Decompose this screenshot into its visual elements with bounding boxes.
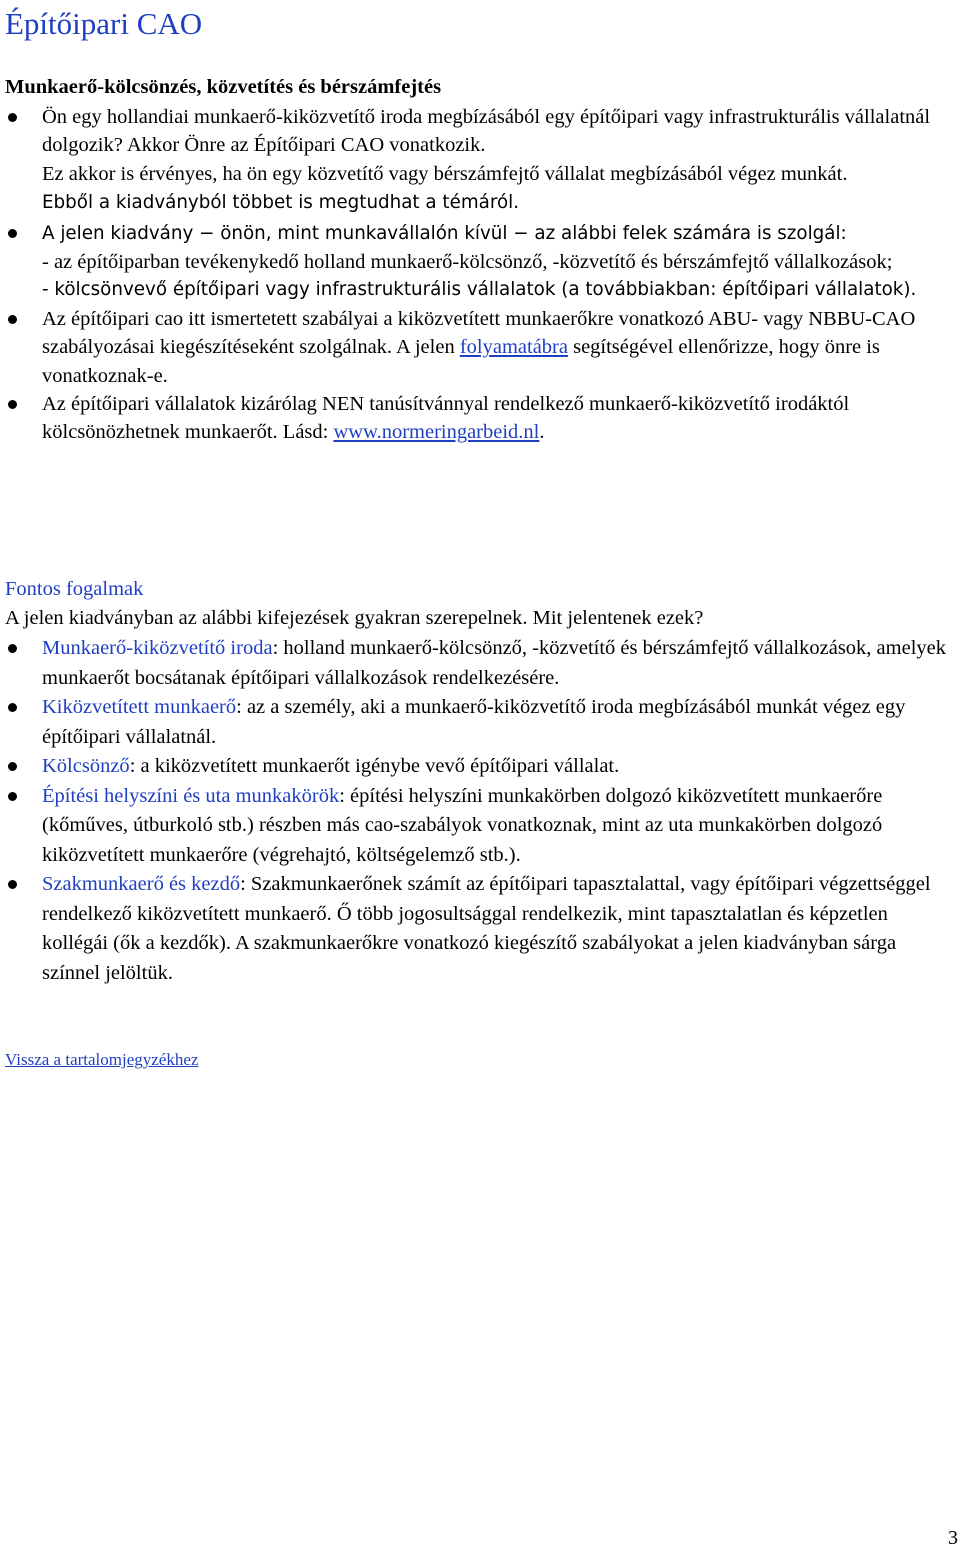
- bullet-icon: [8, 400, 17, 409]
- bullet-icon: [8, 229, 17, 238]
- term-label: Kiközvetített munkaerő: [42, 696, 237, 718]
- list-item: [0, 219, 955, 305]
- bullet-text: Az építőipari cao itt ismertetett szabályai a kiközvetített munkaerőkre vonatkozó ABU- vagy NBBU-CAO szabályozásai kiegészítéseként szolgálnak. A jelen: [42, 307, 916, 359]
- term-label: Építési helyszíni és uta munkakörök: [42, 784, 340, 807]
- bullet-text: Az építőipari vállalatok kizárólag NEN tanúsítvánnyal rendelkező munkaerő-kiközvetítő irodáktól kölcsönözhetnek munkaerőt. Lásd:: [42, 393, 850, 444]
- list-item: [0, 752, 955, 782]
- term-label: Kölcsönző: [42, 755, 130, 777]
- list-item: [0, 103, 955, 218]
- term-definition: : az a személy, aki a munkaerő-kiközvetítő iroda megbízásából munkát végez egy építőipari vállalatnál.: [42, 696, 906, 748]
- list-item: [0, 870, 955, 988]
- term-definition: : Szakmunkaerőnek számít az építőipari tapasztalattal, vagy építőipari végzettséggel rendelkező kiközvetített munkaerő. Ő több jogosultsággal rendelkezik, mint tapasztalatlan és képzetlen kollégái (ők a kezdők). A szakmunkaerőkre vonatkozó kiegészítő szabályokat a jelen kiadványban sárga színnel jelöltük.: [42, 873, 931, 984]
- list-item: [0, 634, 955, 693]
- bullet-icon: [8, 113, 17, 122]
- bullet-text: .: [539, 421, 545, 444]
- back-to-contents-link[interactable]: Vissza a tartalomjegyzékhez: [5, 1050, 199, 1069]
- normeringarbeid-link[interactable]: www.normeringarbeid.nl: [333, 421, 540, 444]
- terms-bullet-list: [0, 634, 955, 988]
- term-definition: : építési helyszíni munkakörben dolgozó kiközvetített munkaerőre (kőműves, útburkoló stb.) részben más cao-szabályok vonatkoznak, mint az uta munkakörben dolgozó kiközvetített munkaerőre (végrehajtó, költségelemző stb.).: [42, 784, 883, 866]
- bullet-text: Ebből a kiadványból többet is megtudhat a témáról.: [42, 192, 520, 214]
- bullet-icon: [8, 792, 17, 801]
- bullet-text: Ön egy hollandiai munkaerő-kiközvetítő iroda megbízásából egy építőipari vagy infrastrukturális vállalatnál dolgozik? Akkor Önre az Építőipari CAO vonatkozik.: [42, 106, 931, 157]
- term-label: Szakmunkaerő és kezdő: [42, 873, 241, 895]
- bullet-icon: [8, 762, 17, 771]
- list-item: [0, 305, 955, 390]
- bullet-icon: [8, 644, 17, 653]
- bullet-icon: [8, 880, 17, 889]
- flowchart-link[interactable]: folyamatábra: [459, 336, 568, 359]
- section-heading-fogalmak: Fontos fogalmak: [5, 578, 144, 600]
- term-definition: : holland munkaerő-kölcsönző, -közvetítő és bérszámfejtő vállalkozások, amelyek munkaerőt bocsátanak építőipari vállalkozások rendelkezésére.: [42, 637, 946, 689]
- list-item: [0, 693, 955, 752]
- term-definition: : a kiközvetített munkaerőt igénybe vevő építőipari vállalat.: [129, 755, 620, 777]
- list-item: [0, 782, 955, 871]
- section-heading-munkaero: Munkaerő-kölcsönzés, közvetítés és bérszámfejtés: [5, 76, 442, 98]
- bullet-icon: [8, 703, 17, 712]
- bullet-text: segítségével ellenőrizze, hogy önre is vonatkoznak-e.: [42, 336, 880, 387]
- bullet-text: Ez akkor is érvényes, ha ön egy közvetítő vagy bérszámfejtő vállalat megbízásából végez munkát.: [42, 162, 848, 185]
- list-item: [0, 390, 955, 447]
- page-title: Építőipari CAO: [5, 6, 203, 41]
- sub-item: - kölcsönvevő építőipari vagy infrastrukturális vállalatok (a továbbiakban: építőipari vállalatok).: [42, 279, 917, 301]
- bullet-icon: [8, 315, 17, 324]
- bullet-text: A jelen kiadvány − önön, mint munkavállalón kívül − az alábbi felek számára is szolgál:: [42, 222, 847, 244]
- section-intro: A jelen kiadványban az alábbi kifejezések gyakran szerepelnek. Mit jelentenek ezek?: [5, 607, 704, 629]
- intro-bullet-list: [0, 103, 955, 447]
- page-number: 3: [948, 1527, 958, 1549]
- sub-item: - az építőiparban tevékenykedő holland munkaerő-kölcsönző, -közvetítő és bérszámfejtő vállalkozások;: [42, 251, 893, 274]
- term-label: Munkaerő-kiközvetítő iroda: [42, 637, 273, 659]
